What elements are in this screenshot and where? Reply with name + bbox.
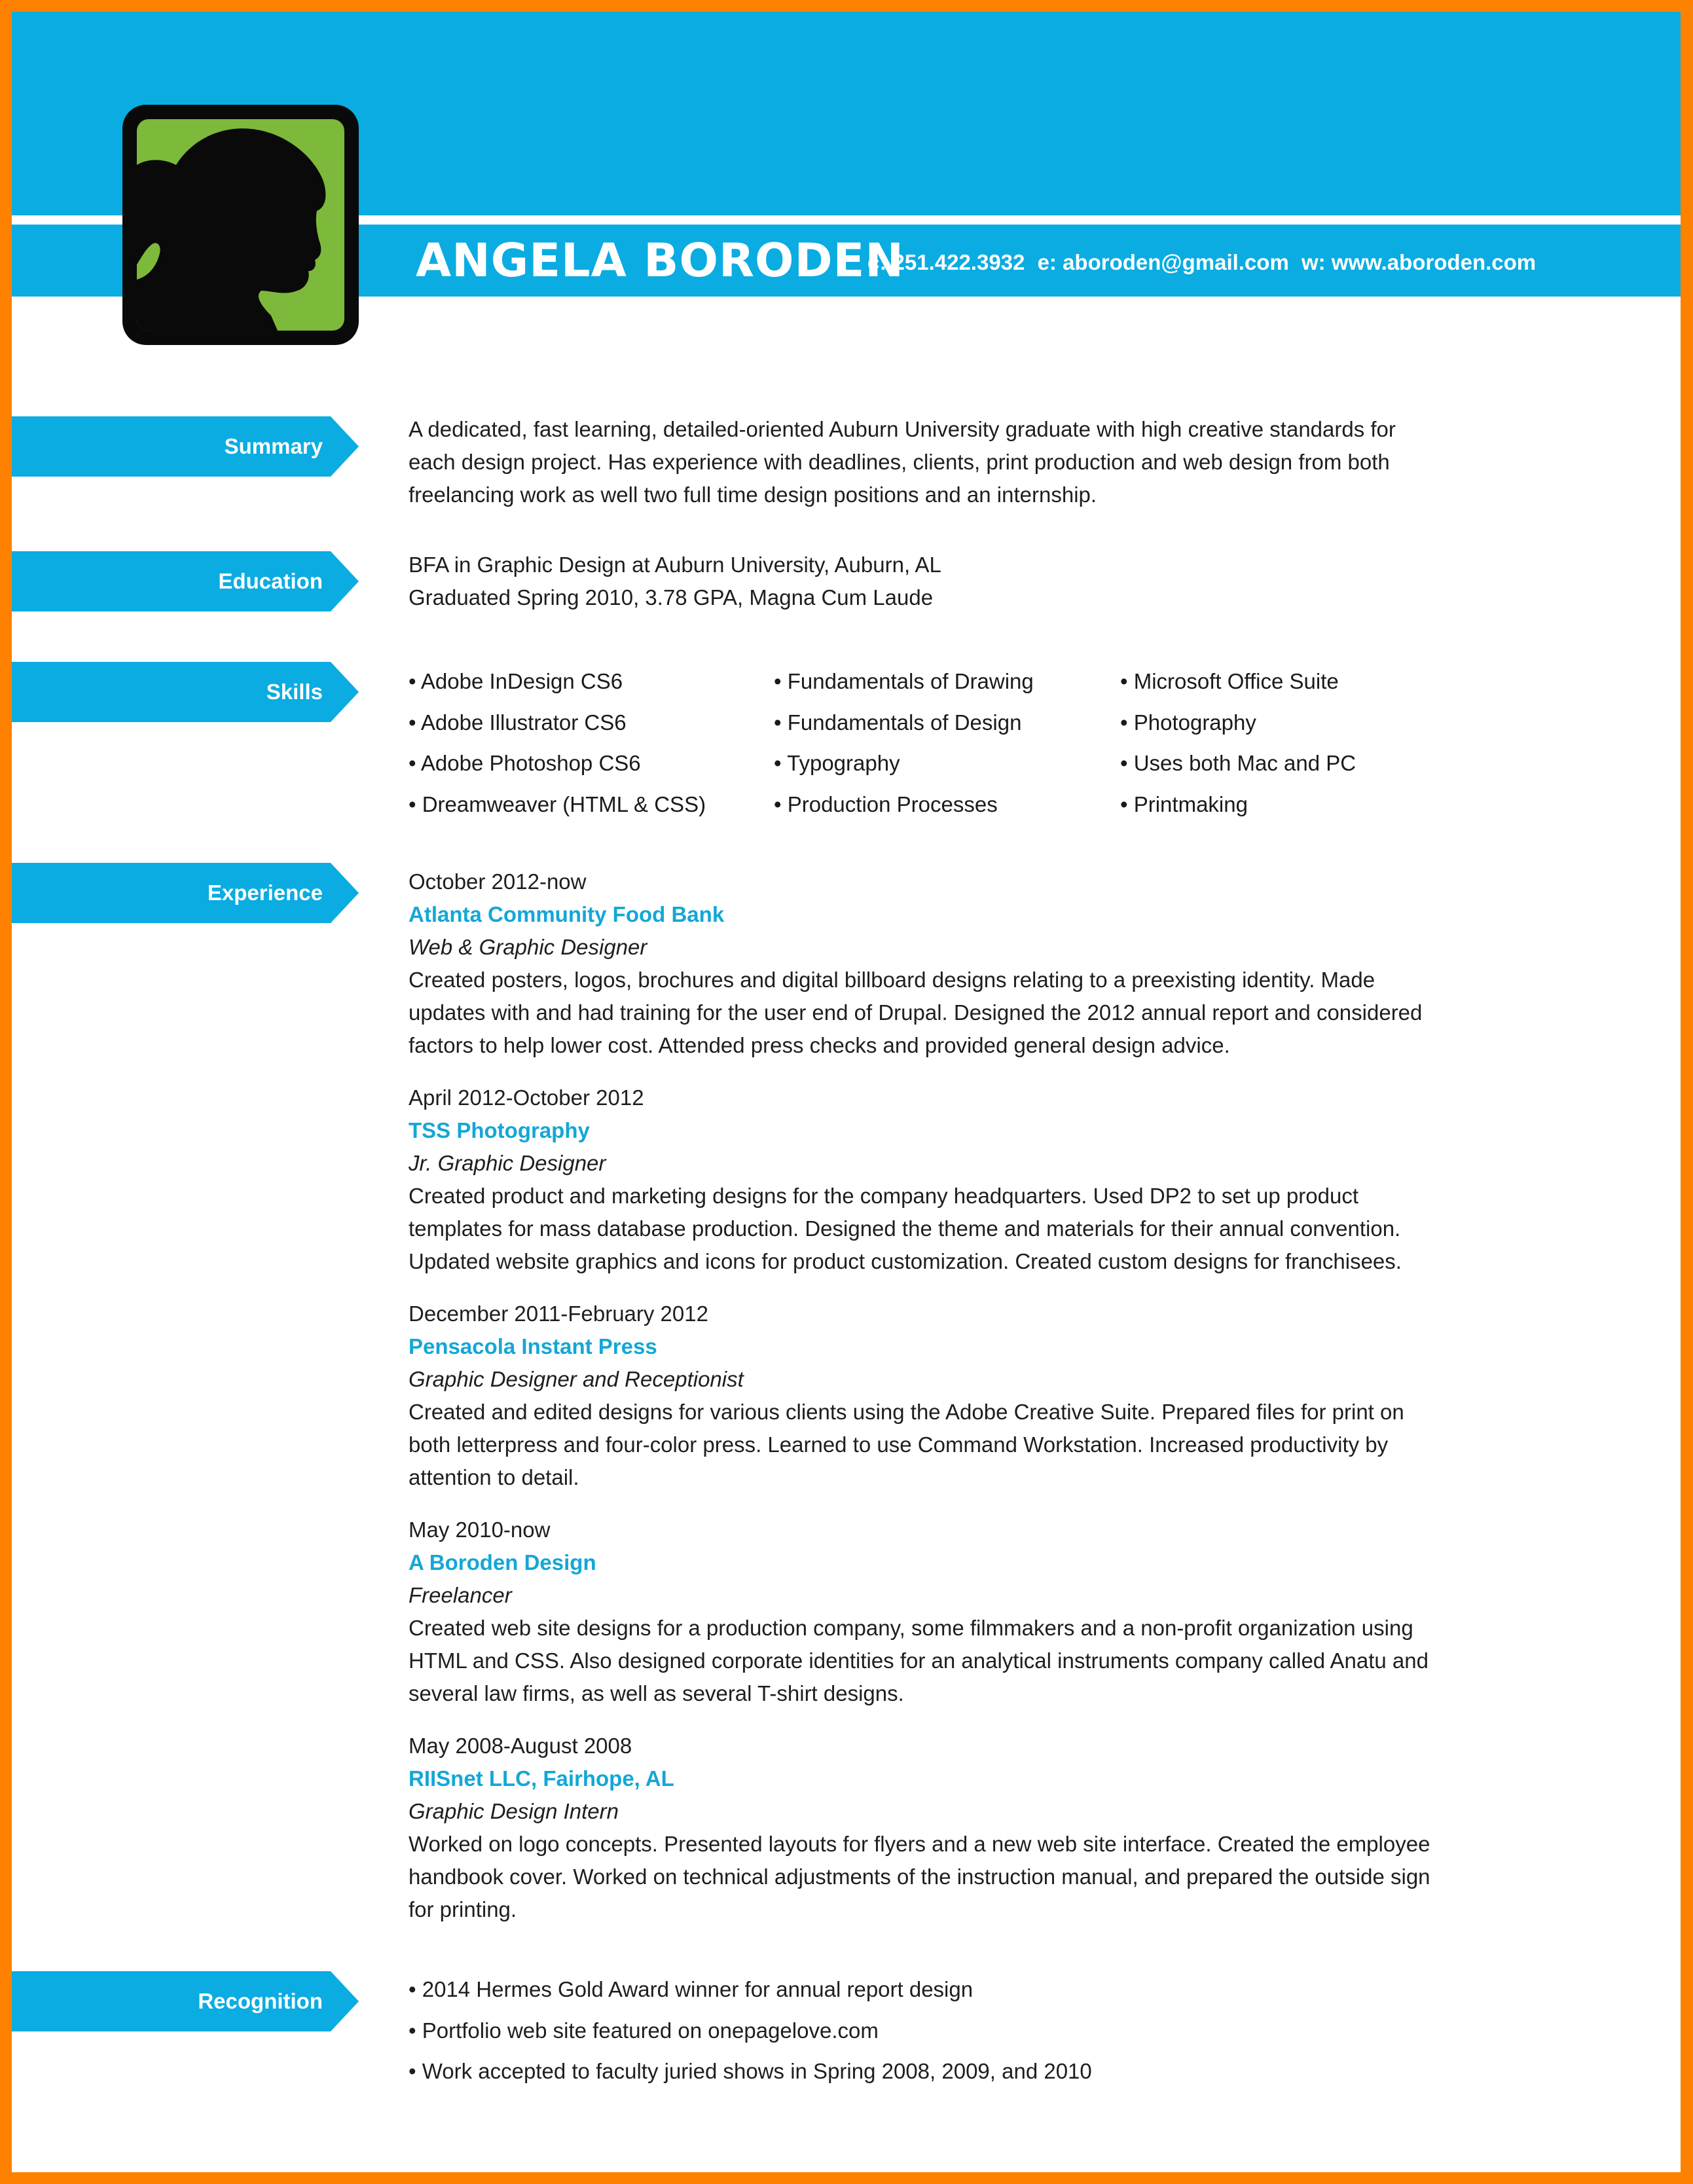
job-dates: October 2012-now xyxy=(409,869,587,894)
candidate-name: ANGELA BORODEN xyxy=(416,234,904,287)
skill-item: • Adobe Illustrator CS6 xyxy=(409,710,627,735)
job-dates: April 2012-October 2012 xyxy=(409,1085,644,1110)
section-tab-education xyxy=(12,551,359,611)
skills-column-1 xyxy=(409,661,706,825)
job-company: RIISnet LLC, Fairhope, AL xyxy=(409,1766,674,1791)
skill-item: • Production Processes xyxy=(774,792,998,816)
section-tab-summary xyxy=(12,416,359,477)
job-company: TSS Photography xyxy=(409,1118,590,1142)
contact-phone: c: 251.422.3932 xyxy=(867,250,1025,274)
recognition-item: • 2014 Hermes Gold Award winner for annual report design xyxy=(409,1977,974,2001)
job-entry xyxy=(409,1298,1602,1494)
job-description-line: handbook cover. Worked on technical adjustments of the instruction manual, and prepared the outside sign xyxy=(409,1865,1430,1889)
job-entry xyxy=(409,1730,1602,1926)
section-label-recognition: Recognition xyxy=(198,1989,323,2013)
skill-item: • Microsoft Office Suite xyxy=(1120,669,1339,693)
job-description-line: several law firms, as well as several T-shirt designs. xyxy=(409,1681,904,1705)
skill-item: • Typography xyxy=(774,751,900,775)
job-description-line: Updated website graphics and icons for product customization. Created custom designs for franchisees. xyxy=(409,1249,1402,1273)
section-label-skills: Skills xyxy=(266,680,323,704)
job-description-line: HTML and CSS. Also designed corporate identities for an analytical instruments company called Anatu and xyxy=(409,1648,1429,1673)
skills-grid xyxy=(409,661,1652,831)
job-role: Graphic Designer and Receptionist xyxy=(409,1367,744,1391)
summary-line: freelancing work as well two full time design positions and an internship. xyxy=(409,482,1097,507)
skill-item: • Adobe InDesign CS6 xyxy=(409,669,623,693)
job-dates: May 2008-August 2008 xyxy=(409,1734,632,1758)
job-entry xyxy=(409,865,1602,1062)
contact-info xyxy=(867,246,1542,279)
avatar xyxy=(122,105,359,345)
education-line: BFA in Graphic Design at Auburn University, Auburn, AL xyxy=(409,553,941,577)
job-dates: December 2011-February 2012 xyxy=(409,1301,708,1326)
skill-item: • Uses both Mac and PC xyxy=(1120,751,1356,775)
job-description-line: templates for mass database production. Designed the theme and materials for their annual convention. xyxy=(409,1216,1401,1241)
job-description-line: both letterpress and four-color press. Learned to use Command Workstation. Increased productivity by xyxy=(409,1432,1389,1457)
skill-item: • Photography xyxy=(1120,710,1256,735)
skill-item: • Adobe Photoshop CS6 xyxy=(409,751,641,775)
job-role: Freelancer xyxy=(409,1583,512,1607)
experience-content xyxy=(409,865,1602,1946)
job-description-line: updates with and had training for the user end of Drupal. Designed the 2012 annual report and considered xyxy=(409,1000,1423,1025)
section-label-education: Education xyxy=(218,569,323,593)
education-content xyxy=(409,549,1602,614)
skill-item: • Fundamentals of Design xyxy=(774,710,1022,735)
job-description-line: factors to help lower cost. Attended press checks and provided general design advice. xyxy=(409,1033,1230,1057)
summary-content xyxy=(409,413,1602,511)
section-label-experience: Experience xyxy=(207,881,323,905)
recognition-item: • Work accepted to faculty juried shows in Spring 2008, 2009, and 2010 xyxy=(409,2059,1092,2083)
skill-item: • Printmaking xyxy=(1120,792,1248,816)
job-description-line: attention to detail. xyxy=(409,1465,579,1489)
section-tab-skills xyxy=(12,662,359,722)
job-role: Web & Graphic Designer xyxy=(409,935,647,959)
education-line: Graduated Spring 2010, 3.78 GPA, Magna Cum Laude xyxy=(409,585,934,610)
recognition-item: • Portfolio web site featured on onepagelove.com xyxy=(409,2018,879,2043)
job-company: Atlanta Community Food Bank xyxy=(409,902,725,926)
job-entry xyxy=(409,1082,1602,1278)
job-role: Graphic Design Intern xyxy=(409,1799,619,1823)
job-role: Jr. Graphic Designer xyxy=(409,1151,606,1175)
job-company: A Boroden Design xyxy=(409,1550,596,1574)
job-entry xyxy=(409,1514,1602,1710)
job-company: Pensacola Instant Press xyxy=(409,1334,657,1358)
summary-line: A dedicated, fast learning, detailed-oriented Auburn University graduate with high creative standards for xyxy=(409,417,1396,441)
job-description-line: Created and edited designs for various clients using the Adobe Creative Suite. Prepared files for print on xyxy=(409,1400,1404,1424)
job-description-line: Created product and marketing designs for the company headquarters. Used DP2 to set up product xyxy=(409,1184,1359,1208)
skill-item: • Fundamentals of Drawing xyxy=(774,669,1034,693)
section-tab-experience xyxy=(12,863,359,923)
job-description-line: Created posters, logos, brochures and digital billboard designs relating to a preexisting identity. Made xyxy=(409,968,1375,992)
job-description-line: for printing. xyxy=(409,1897,517,1921)
job-description-line: Created web site designs for a production company, some filmmakers and a non-profit organization using xyxy=(409,1616,1413,1640)
woman-silhouette-icon xyxy=(137,119,344,331)
contact-website[interactable]: w: www.aboroden.com xyxy=(1301,250,1537,274)
skills-column-2 xyxy=(774,661,1034,825)
skills-column-3 xyxy=(1120,661,1356,825)
resume-page xyxy=(12,12,1681,2172)
skill-item: • Dreamweaver (HTML & CSS) xyxy=(409,792,706,816)
job-description-line: Worked on logo concepts. Presented layouts for flyers and a new web site interface. Created the employee xyxy=(409,1832,1430,1856)
section-label-summary: Summary xyxy=(224,434,323,458)
job-dates: May 2010-now xyxy=(409,1518,551,1542)
contact-email[interactable]: e: aboroden@gmail.com xyxy=(1037,250,1289,274)
summary-line: each design project. Has experience with deadlines, clients, print production and web design from both xyxy=(409,450,1390,474)
section-tab-recognition xyxy=(12,1971,359,2031)
recognition-content xyxy=(409,1969,1602,2092)
